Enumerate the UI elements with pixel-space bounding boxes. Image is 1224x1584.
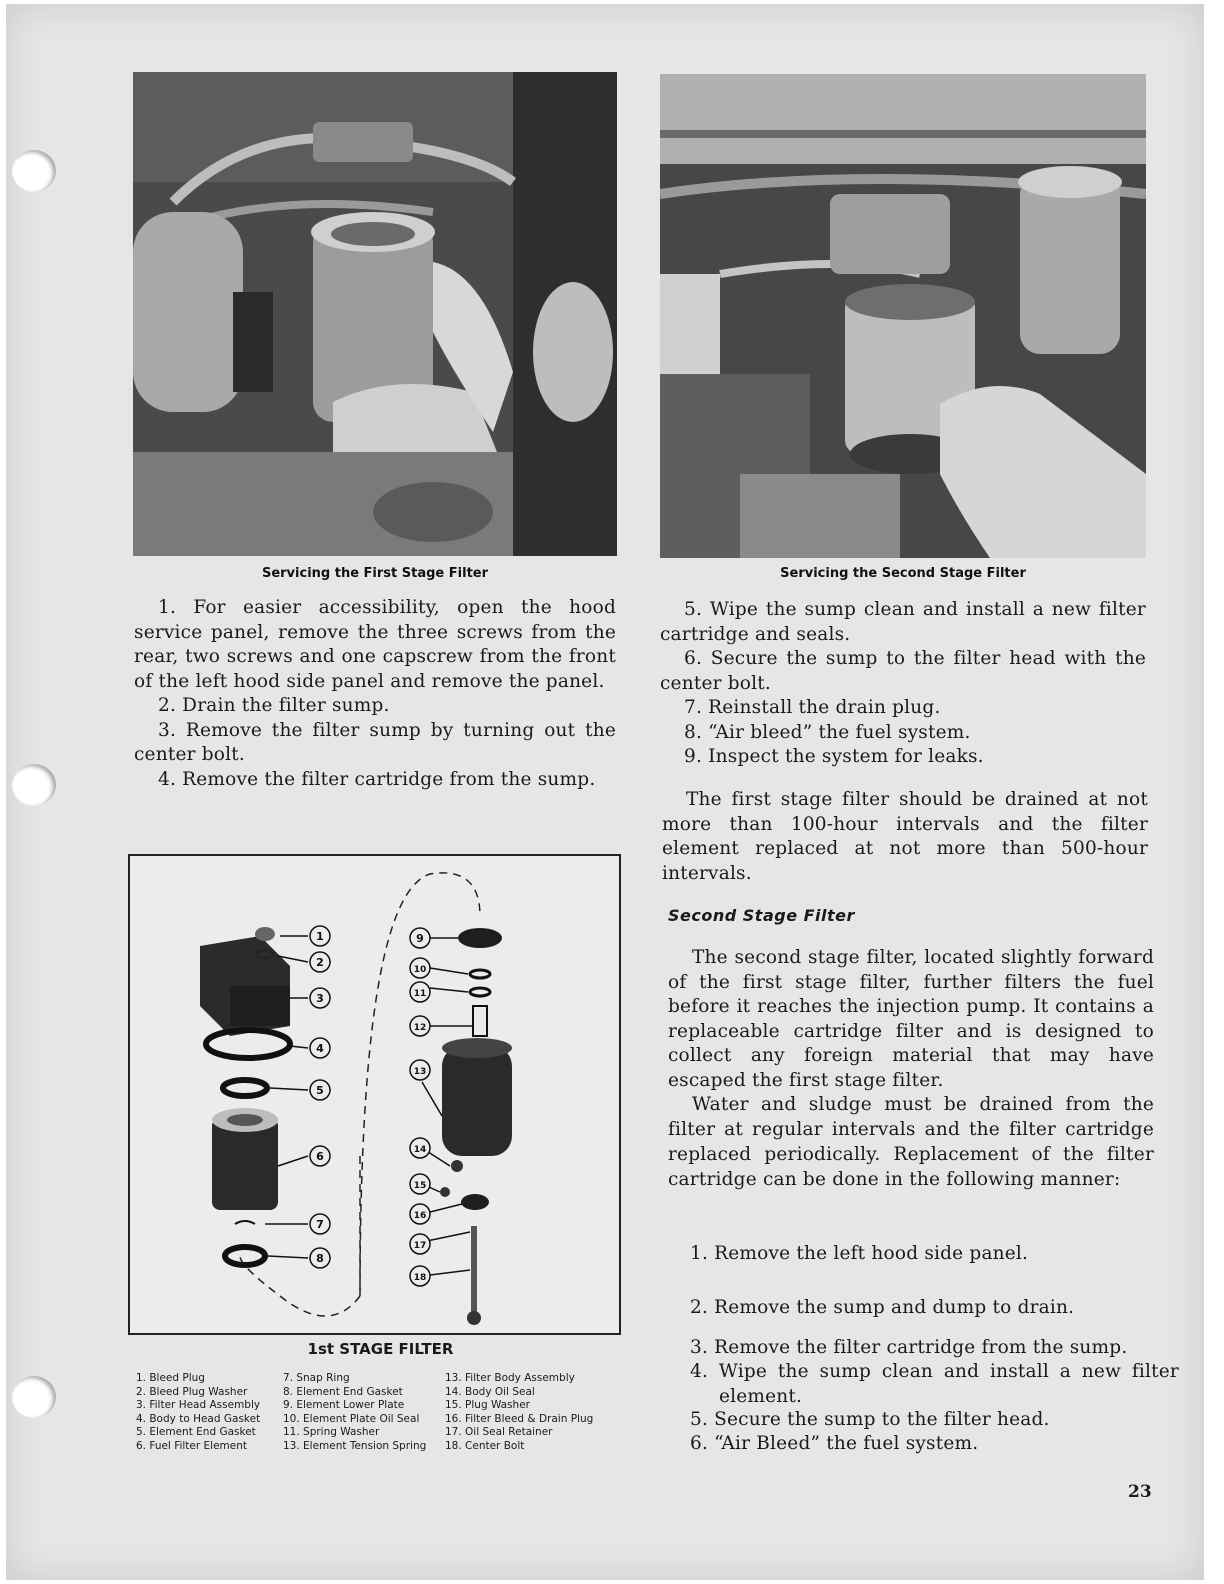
page-number: 23 xyxy=(1128,1482,1152,1502)
second-stage-filter-photo xyxy=(660,74,1146,558)
legend-item: 18. Center Bolt xyxy=(445,1439,525,1452)
legend-item: 3. Filter Head Assembly xyxy=(136,1399,261,1412)
step-number: 5. xyxy=(684,599,703,620)
step-text: Inspect the system for leaks. xyxy=(708,746,984,767)
second-stage-paragraph-2: Water and sludge must be drained from the filter at regular intervals and the filter cartridge replaced periodically. Replacement of the filter cartridge can be done in the following manner: xyxy=(668,1094,1154,1190)
legend-column xyxy=(283,1372,426,1454)
step-number: 3. xyxy=(158,719,177,741)
callout-2: 2 xyxy=(316,956,324,969)
step-item xyxy=(690,1336,1150,1361)
binder-hole xyxy=(12,150,56,192)
legend-item: 16. Filter Bleed & Drain Plug xyxy=(445,1412,594,1425)
callout-15: 15 xyxy=(413,1181,427,1191)
step-number: 2. xyxy=(158,695,177,716)
section-heading: Second Stage Filter xyxy=(668,906,855,925)
step-number: 4. xyxy=(158,768,177,790)
binder-hole xyxy=(12,1376,56,1418)
right-steps xyxy=(660,598,1146,770)
step-text: “Air Bleed” the fuel system. xyxy=(714,1433,979,1454)
callout-17: 17 xyxy=(413,1241,427,1251)
callout-7: 7 xyxy=(316,1218,324,1231)
step-item xyxy=(134,768,616,793)
step-text: Wipe the sump clean and install a new filter element. xyxy=(718,1361,1179,1407)
step-item xyxy=(134,694,616,719)
diagram-drawing xyxy=(130,856,619,1333)
callout-8: 8 xyxy=(316,1252,324,1265)
step-text: Drain the filter sump. xyxy=(182,695,390,716)
step-text: For easier accessibility, open the hood service panel, remove the three screws from the rear, two screws and one capscrew from the front of the left hood side panel and remove the panel. xyxy=(134,597,616,692)
step-number: 6. xyxy=(684,648,703,669)
legend-item: 4. Body to Head Gasket xyxy=(136,1412,261,1425)
step-item xyxy=(134,719,616,768)
step-text: Remove the sump and dump to drain. xyxy=(714,1297,1075,1318)
second-stage-paragraph-1: The second stage filter, located slightly forward of the first stage filter, further filters the fuel before it reaches the injection pump. It contains a replaceable cartridge filter and is designed to collect any foreign material that may have escaped the first stage filter. xyxy=(668,947,1154,1091)
step-text: Wipe the sump clean and install a new filter cartridge and seals. xyxy=(660,599,1146,645)
callout-1: 1 xyxy=(316,930,324,943)
step-item xyxy=(690,1242,1150,1267)
step-item xyxy=(690,1432,1150,1457)
callout-16: 16 xyxy=(413,1211,427,1221)
step-number: 9. xyxy=(684,746,703,767)
left-steps xyxy=(134,596,616,792)
callout-14: 14 xyxy=(413,1145,427,1155)
step-text: Remove the filter sump by turning out the center bolt. xyxy=(134,719,616,765)
legend-item: 8. Element End Gasket xyxy=(283,1385,403,1398)
left-photo-caption: Servicing the First Stage Filter xyxy=(261,566,489,581)
legend-column xyxy=(445,1372,593,1454)
legend-item: 13. Filter Body Assembly xyxy=(445,1372,575,1384)
step-item xyxy=(660,745,1146,770)
callout-18: 18 xyxy=(413,1273,427,1283)
legend-item: 5. Element End Gasket xyxy=(136,1426,256,1439)
diagram-title: 1st STAGE FILTER xyxy=(307,1340,454,1358)
legend-item: 7. Snap Ring xyxy=(283,1372,350,1384)
step-number: 6. xyxy=(690,1433,709,1454)
step-item xyxy=(690,1408,1150,1433)
step-text: Reinstall the drain plug. xyxy=(708,697,941,718)
callout-9: 9 xyxy=(416,932,424,945)
legend-item: 11. Spring Washer xyxy=(283,1426,380,1439)
filter-exploded-diagram xyxy=(128,854,621,1335)
legend-item: 10. Element Plate Oil Seal xyxy=(283,1412,420,1425)
callout-10: 10 xyxy=(413,965,427,975)
step-text: Remove the left hood side panel. xyxy=(714,1243,1029,1264)
step-text: Secure the sump to the filter head. xyxy=(714,1409,1050,1430)
right-photo-caption: Servicing the Second Stage Filter xyxy=(780,566,1026,581)
legend-item: 13. Element Tension Spring xyxy=(283,1439,427,1452)
callout-6: 6 xyxy=(316,1150,324,1163)
step-item xyxy=(690,1296,1150,1321)
binder-hole xyxy=(12,764,56,806)
step-text: Remove the filter cartridge from the sump. xyxy=(182,768,596,790)
legend-item: 17. Oil Seal Retainer xyxy=(445,1426,553,1439)
callout-4: 4 xyxy=(316,1042,324,1055)
callout-13: 13 xyxy=(413,1067,427,1077)
step-number: 1. xyxy=(690,1243,709,1264)
step-number: 5. xyxy=(690,1409,709,1430)
legend-item: 14. Body Oil Seal xyxy=(445,1385,535,1398)
step-number: 1. xyxy=(158,597,177,618)
step-item xyxy=(660,647,1146,696)
legend-item: 6. Fuel Filter Element xyxy=(136,1439,248,1452)
step-number: 4. xyxy=(690,1361,709,1382)
step-number: 7. xyxy=(684,697,703,718)
step-item xyxy=(660,721,1146,746)
step-number: 2. xyxy=(690,1297,709,1318)
legend-item: 1. Bleed Plug xyxy=(136,1372,205,1384)
step-number: 3. xyxy=(690,1337,709,1358)
step-item xyxy=(660,696,1146,721)
callout-3: 3 xyxy=(316,992,324,1005)
step-text: Secure the sump to the filter head with the center bolt. xyxy=(660,648,1146,694)
step-item xyxy=(660,598,1146,647)
step-number: 8. xyxy=(684,721,703,743)
step-text: Remove the filter cartridge from the sump. xyxy=(714,1337,1128,1358)
first-stage-filter-photo xyxy=(133,72,617,556)
legend-item: 2. Bleed Plug Washer xyxy=(136,1385,248,1398)
callout-12: 12 xyxy=(413,1023,427,1033)
legend-item: 9. Element Lower Plate xyxy=(283,1399,405,1412)
step-text: “Air bleed” the fuel system. xyxy=(708,721,971,743)
legend-item: 15. Plug Washer xyxy=(445,1399,530,1412)
interval-paragraph: The first stage filter should be drained at not more than 100-hour intervals and the filter element replaced at not more than 500-hour intervals. xyxy=(662,789,1148,884)
callout-5: 5 xyxy=(316,1084,324,1097)
step-item xyxy=(690,1360,1179,1409)
step-item xyxy=(134,596,616,694)
callout-11: 11 xyxy=(413,989,427,999)
legend-column xyxy=(136,1372,260,1454)
